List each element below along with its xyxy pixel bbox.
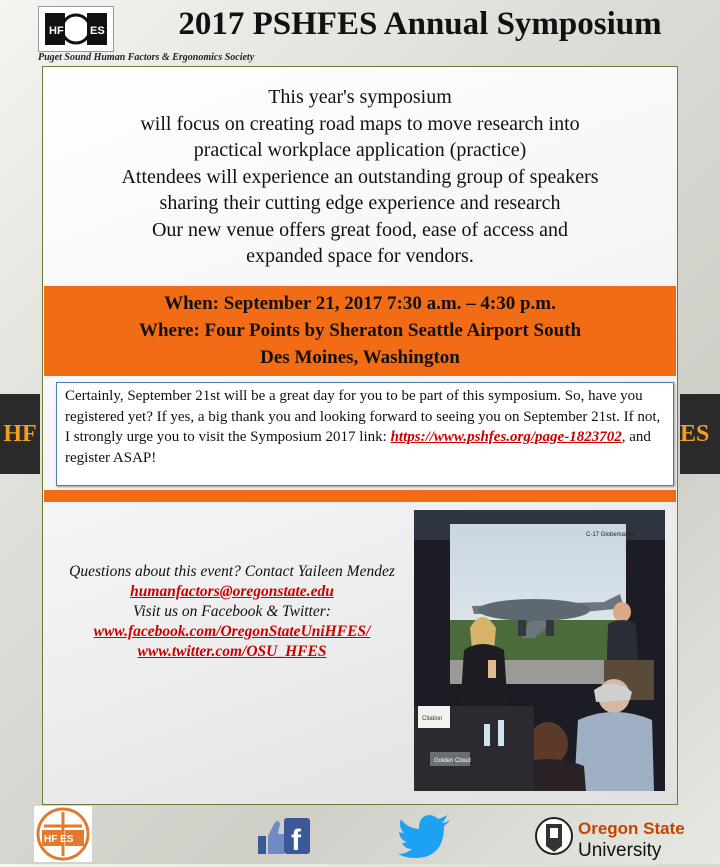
intro-line: expanded space for vendors. bbox=[246, 245, 474, 267]
osu-name-line2: University bbox=[578, 840, 662, 861]
osu-name-line1: Oregon State bbox=[578, 819, 684, 838]
orange-divider bbox=[44, 490, 676, 502]
event-when: When: September 21, 2017 7:30 a.m. – 4:30 p.m. bbox=[164, 293, 556, 314]
contact-info bbox=[46, 562, 418, 662]
photo-screen-caption: C-17 Globemaster bbox=[586, 532, 636, 538]
intro-line: will focus on creating road maps to move research into bbox=[140, 112, 580, 135]
contact-question: Questions about this event? Contact Yaileen Mendez bbox=[69, 563, 395, 580]
social-label: Visit us on Facebook & Twitter: bbox=[133, 603, 331, 620]
event-details bbox=[44, 290, 676, 371]
facebook-like-icon[interactable] bbox=[256, 816, 312, 861]
side-tab-right: ES bbox=[680, 394, 720, 474]
pshfes-logo bbox=[38, 6, 114, 52]
registration-notice bbox=[56, 382, 674, 486]
facebook-link[interactable]: www.facebook.com/OregonStateUniHFES/ bbox=[93, 623, 371, 640]
event-city: Des Moines, Washington bbox=[260, 347, 460, 368]
society-name: Puget Sound Human Factors & Ergonomics Society bbox=[38, 52, 255, 63]
notice-text: Certainly, September 21st will be a great day for you to be part of this symposium. So, have you registered yet? If yes, a big thank you and looking forward to seeing you on September 21st. If not, I strongly urge you to visit the Symposium 2017 link: bbox=[65, 388, 661, 445]
intro-line: Our new venue offers great food, ease of access and bbox=[151, 218, 569, 241]
hfes-logo-text: HF ES bbox=[44, 834, 74, 845]
symposium-link[interactable]: https://www.pshfes.org/page-1823702 bbox=[390, 429, 622, 445]
svg-text:ES: ES bbox=[90, 25, 105, 37]
event-photo bbox=[414, 510, 665, 791]
hfes-footer-logo bbox=[34, 806, 92, 867]
twitter-bird-icon[interactable] bbox=[398, 814, 452, 863]
intro-line: This year's symposium bbox=[268, 86, 452, 108]
page-title: 2017 PSHFES Annual Symposium bbox=[178, 6, 662, 42]
contact-email-link[interactable]: humanfactors@oregonstate.edu bbox=[130, 583, 334, 600]
facebook-f-glyph: f bbox=[291, 824, 301, 856]
twitter-link[interactable]: www.twitter.com/OSU_HFES bbox=[137, 643, 327, 660]
intro-line: sharing their cutting edge experience and research bbox=[159, 192, 561, 214]
intro-line: practical workplace application (practice) bbox=[193, 139, 527, 161]
oregon-state-logo bbox=[534, 810, 684, 867]
intro-text bbox=[50, 84, 670, 270]
photo-sign: Golden Cloud bbox=[434, 758, 471, 764]
intro-line: Attendees will experience an outstanding group of speakers bbox=[121, 165, 599, 188]
side-tab-left: HF bbox=[0, 394, 40, 474]
svg-text:HF: HF bbox=[49, 25, 64, 37]
photo-table-card: Citation bbox=[422, 716, 443, 722]
event-where: Where: Four Points by Sheraton Seattle Airport South bbox=[138, 320, 582, 341]
notice-text-end: , and register ASAP! bbox=[65, 429, 651, 466]
